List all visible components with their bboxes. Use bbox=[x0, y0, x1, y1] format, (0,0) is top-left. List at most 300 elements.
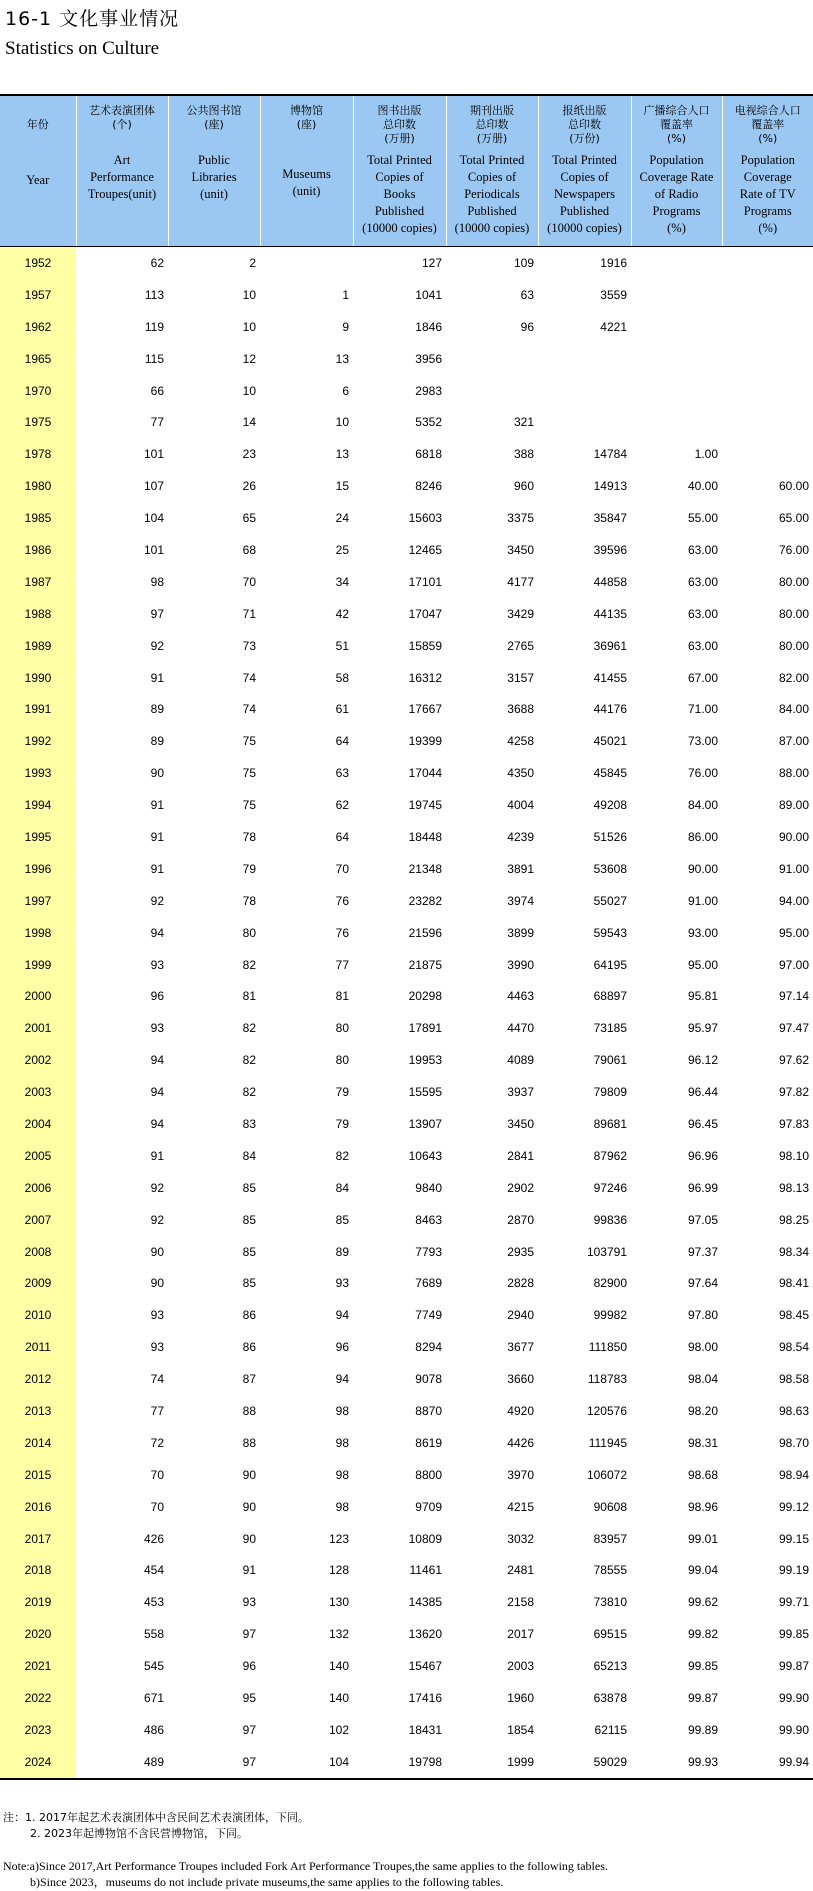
value-cell-museums: 102 bbox=[328, 1722, 349, 1737]
value-cell-periodicals-printed: 4463 bbox=[507, 989, 534, 1004]
value-cell-public-libraries: 78 bbox=[242, 829, 256, 844]
value-cell-tv-coverage: 99.15 bbox=[778, 1531, 809, 1546]
value-cell-art-troupes: 671 bbox=[143, 1691, 164, 1706]
value-cell-periodicals-printed: 4089 bbox=[507, 1053, 534, 1068]
value-cell-art-troupes: 94 bbox=[150, 1053, 164, 1068]
value-cell-tv-coverage: 97.00 bbox=[778, 957, 809, 972]
value-cell-books-printed: 7689 bbox=[415, 1276, 442, 1291]
value-cell-tv-coverage: 82.00 bbox=[778, 670, 809, 685]
value-cell-newspapers-printed: 82900 bbox=[593, 1276, 627, 1291]
value-cell-newspapers-printed: 99982 bbox=[593, 1308, 627, 1323]
value-cell-periodicals-printed: 3032 bbox=[507, 1531, 534, 1546]
value-cell-public-libraries: 85 bbox=[242, 1180, 256, 1195]
value-cell-public-libraries: 85 bbox=[242, 1244, 256, 1259]
table-row bbox=[0, 1555, 813, 1587]
value-cell-art-troupes: 66 bbox=[150, 383, 164, 398]
column-header-en: Total Printed Copies of Newspapers Published (10000 copies) bbox=[547, 153, 622, 235]
value-cell-books-printed: 19399 bbox=[408, 734, 442, 749]
value-cell-newspapers-printed: 63878 bbox=[593, 1691, 627, 1706]
value-cell-books-printed: 21348 bbox=[408, 861, 442, 876]
value-cell-periodicals-printed: 4426 bbox=[507, 1435, 534, 1450]
value-cell-books-printed: 7749 bbox=[415, 1308, 442, 1323]
value-cell-art-troupes: 91 bbox=[150, 798, 164, 813]
value-cell-public-libraries: 83 bbox=[242, 1116, 256, 1131]
value-cell-public-libraries: 2 bbox=[249, 255, 256, 270]
value-cell-radio-coverage: 71.00 bbox=[687, 702, 718, 717]
year-cell: 2009 bbox=[0, 1268, 76, 1300]
value-cell-museums: 80 bbox=[335, 1021, 349, 1036]
value-cell-art-troupes: 90 bbox=[150, 766, 164, 781]
footnote-cn-1: 注：1. 2017年起艺术表演团体中含民间艺术表演团体，下同。 bbox=[3, 1811, 309, 1824]
value-cell-art-troupes: 92 bbox=[150, 1212, 164, 1227]
value-cell-art-troupes: 90 bbox=[150, 1276, 164, 1291]
value-cell-tv-coverage: 98.70 bbox=[778, 1435, 809, 1450]
year-cell: 1989 bbox=[0, 630, 76, 662]
value-cell-tv-coverage: 65.00 bbox=[778, 511, 809, 526]
table-row bbox=[0, 247, 813, 279]
value-cell-art-troupes: 454 bbox=[143, 1563, 164, 1578]
value-cell-books-printed: 1846 bbox=[415, 319, 442, 334]
value-cell-museums: 51 bbox=[335, 638, 349, 653]
value-cell-periodicals-printed: 63 bbox=[520, 287, 534, 302]
value-cell-museums: 64 bbox=[335, 829, 349, 844]
value-cell-periodicals-printed: 3990 bbox=[507, 957, 534, 972]
value-cell-newspapers-printed: 3559 bbox=[600, 287, 627, 302]
value-cell-radio-coverage: 97.37 bbox=[687, 1244, 718, 1259]
value-cell-tv-coverage: 98.94 bbox=[778, 1467, 809, 1482]
value-cell-art-troupes: 558 bbox=[143, 1627, 164, 1642]
value-cell-periodicals-printed: 321 bbox=[513, 415, 534, 430]
value-cell-periodicals-printed: 2902 bbox=[507, 1180, 534, 1195]
column-header-cn: 报纸出版 总印数 (万份) bbox=[562, 104, 607, 145]
table-row bbox=[0, 1012, 813, 1044]
value-cell-books-printed: 1041 bbox=[415, 287, 442, 302]
value-cell-museums: 42 bbox=[335, 606, 349, 621]
value-cell-radio-coverage: 98.00 bbox=[687, 1340, 718, 1355]
table-row bbox=[0, 406, 813, 438]
table-body bbox=[0, 247, 813, 1779]
table-row bbox=[0, 1204, 813, 1236]
value-cell-periodicals-printed: 2017 bbox=[507, 1627, 534, 1642]
value-cell-tv-coverage: 98.54 bbox=[778, 1340, 809, 1355]
value-cell-museums: 13 bbox=[335, 351, 349, 366]
value-cell-public-libraries: 86 bbox=[242, 1308, 256, 1323]
value-cell-newspapers-printed: 59029 bbox=[538, 1746, 631, 1779]
value-cell-periodicals-printed: 4004 bbox=[507, 798, 534, 813]
value-cell-art-troupes: 119 bbox=[144, 319, 164, 334]
value-cell-art-troupes: 104 bbox=[143, 511, 164, 526]
value-cell-public-libraries: 10 bbox=[242, 287, 256, 302]
value-cell-tv-coverage: 98.41 bbox=[778, 1276, 809, 1291]
value-cell-books-printed: 9078 bbox=[415, 1372, 442, 1387]
value-cell-museums: 10 bbox=[335, 415, 349, 430]
value-cell-radio-coverage: 99.01 bbox=[687, 1531, 718, 1546]
value-cell-periodicals-printed: 3899 bbox=[507, 925, 534, 940]
value-cell-books-printed: 2983 bbox=[415, 383, 442, 398]
value-cell-radio-coverage: 93.00 bbox=[687, 925, 718, 940]
value-cell-radio-coverage: 63.00 bbox=[687, 606, 718, 621]
value-cell-public-libraries: 65 bbox=[242, 511, 256, 526]
column-header-radio-coverage bbox=[631, 95, 722, 247]
value-cell-radio-coverage: 99.93 bbox=[631, 1746, 722, 1779]
value-cell-books-printed: 10809 bbox=[408, 1531, 442, 1546]
value-cell-museums: 132 bbox=[328, 1627, 349, 1642]
year-cell: 1980 bbox=[0, 470, 76, 502]
value-cell-books-printed: 9709 bbox=[415, 1499, 442, 1514]
year-cell: 1994 bbox=[0, 789, 76, 821]
value-cell-newspapers-printed: 90608 bbox=[593, 1499, 627, 1514]
year-cell: 1997 bbox=[0, 885, 76, 917]
value-cell-periodicals-printed: 96 bbox=[520, 319, 534, 334]
table-header-row bbox=[0, 95, 813, 247]
value-cell-museums: 85 bbox=[335, 1212, 349, 1227]
table-row bbox=[0, 343, 813, 375]
value-cell-public-libraries: 75 bbox=[242, 798, 256, 813]
value-cell-radio-coverage: 95.97 bbox=[687, 1021, 718, 1036]
value-cell-museums: 70 bbox=[335, 861, 349, 876]
value-cell-museums: 98 bbox=[335, 1435, 349, 1450]
value-cell-museums: 93 bbox=[335, 1276, 349, 1291]
value-cell-radio-coverage: 96.45 bbox=[687, 1116, 718, 1131]
value-cell-art-troupes: 101 bbox=[143, 447, 164, 462]
value-cell-newspapers-printed: 111945 bbox=[588, 1435, 627, 1450]
value-cell-periodicals-printed: 4470 bbox=[507, 1021, 534, 1036]
value-cell-periodicals-printed: 2940 bbox=[507, 1308, 534, 1323]
year-cell: 1987 bbox=[0, 566, 76, 598]
table-row bbox=[0, 1108, 813, 1140]
value-cell-tv-coverage bbox=[722, 311, 813, 343]
value-cell-books-printed: 21875 bbox=[408, 957, 442, 972]
value-cell-periodicals-printed: 1854 bbox=[507, 1722, 534, 1737]
value-cell-periodicals-printed bbox=[446, 343, 538, 375]
value-cell-art-troupes: 426 bbox=[143, 1531, 164, 1546]
year-cell: 1952 bbox=[0, 247, 76, 279]
value-cell-art-troupes: 91 bbox=[150, 1148, 164, 1163]
value-cell-public-libraries: 90 bbox=[242, 1467, 256, 1482]
table-row bbox=[0, 1650, 813, 1682]
year-cell: 2001 bbox=[0, 1012, 76, 1044]
value-cell-art-troupes: 96 bbox=[150, 989, 164, 1004]
value-cell-museums: 98 bbox=[335, 1499, 349, 1514]
value-cell-tv-coverage: 80.00 bbox=[778, 638, 809, 653]
value-cell-radio-coverage: 76.00 bbox=[687, 766, 718, 781]
year-cell: 2005 bbox=[0, 1140, 76, 1172]
table-row bbox=[0, 980, 813, 1012]
footnote-cn-2: 2. 2023年起博物馆不含民营博物馆，下同。 bbox=[30, 1827, 248, 1840]
value-cell-art-troupes: 486 bbox=[143, 1722, 164, 1737]
value-cell-tv-coverage: 84.00 bbox=[778, 702, 809, 717]
value-cell-newspapers-printed: 89681 bbox=[593, 1116, 627, 1131]
value-cell-museums: 140 bbox=[328, 1691, 349, 1706]
value-cell-museums: 58 bbox=[335, 670, 349, 685]
value-cell-museums: 24 bbox=[335, 511, 349, 526]
value-cell-radio-coverage: 84.00 bbox=[687, 798, 718, 813]
value-cell-public-libraries: 70 bbox=[242, 574, 256, 589]
year-cell: 2007 bbox=[0, 1204, 76, 1236]
value-cell-books-printed: 20298 bbox=[408, 989, 442, 1004]
value-cell-radio-coverage: 73.00 bbox=[687, 734, 718, 749]
value-cell-tv-coverage: 88.00 bbox=[778, 766, 809, 781]
year-cell: 1957 bbox=[0, 279, 76, 311]
table-row bbox=[0, 1299, 813, 1331]
value-cell-newspapers-printed: 39596 bbox=[593, 542, 627, 557]
table-row bbox=[0, 470, 813, 502]
value-cell-tv-coverage: 97.14 bbox=[778, 989, 809, 1004]
value-cell-museums: 61 bbox=[335, 702, 349, 717]
value-cell-tv-coverage: 97.82 bbox=[778, 1085, 809, 1100]
value-cell-art-troupes: 94 bbox=[150, 1116, 164, 1131]
table-row bbox=[0, 693, 813, 725]
value-cell-books-printed: 17101 bbox=[408, 574, 442, 589]
value-cell-radio-coverage: 40.00 bbox=[687, 479, 718, 494]
value-cell-radio-coverage: 98.31 bbox=[687, 1435, 718, 1450]
value-cell-tv-coverage: 90.00 bbox=[778, 829, 809, 844]
value-cell-periodicals-printed: 2870 bbox=[507, 1212, 534, 1227]
year-cell: 1999 bbox=[0, 949, 76, 981]
year-cell: 2004 bbox=[0, 1108, 76, 1140]
value-cell-museums bbox=[260, 247, 353, 279]
value-cell-periodicals-printed bbox=[446, 375, 538, 407]
value-cell-newspapers-printed: 44176 bbox=[593, 702, 627, 717]
value-cell-periodicals-printed: 3891 bbox=[507, 861, 534, 876]
value-cell-books-printed: 18431 bbox=[408, 1722, 442, 1737]
value-cell-newspapers-printed: 14784 bbox=[593, 447, 627, 462]
value-cell-tv-coverage bbox=[722, 343, 813, 375]
value-cell-art-troupes: 89 bbox=[150, 734, 164, 749]
value-cell-radio-coverage: 99.89 bbox=[687, 1722, 718, 1737]
year-cell: 2018 bbox=[0, 1555, 76, 1587]
value-cell-museums: 6 bbox=[342, 383, 349, 398]
value-cell-periodicals-printed: 960 bbox=[513, 479, 534, 494]
value-cell-newspapers-printed: 120576 bbox=[586, 1404, 627, 1418]
value-cell-books-printed: 8246 bbox=[415, 479, 442, 494]
value-cell-art-troupes: 92 bbox=[150, 638, 164, 653]
value-cell-art-troupes: 91 bbox=[150, 861, 164, 876]
value-cell-periodicals-printed: 2481 bbox=[507, 1563, 534, 1578]
value-cell-public-libraries: 84 bbox=[242, 1148, 256, 1163]
value-cell-tv-coverage: 98.10 bbox=[778, 1148, 809, 1163]
value-cell-public-libraries: 85 bbox=[242, 1276, 256, 1291]
value-cell-newspapers-printed: 59543 bbox=[593, 925, 627, 940]
value-cell-museums: 130 bbox=[328, 1595, 349, 1610]
year-cell: 1986 bbox=[0, 534, 76, 566]
value-cell-tv-coverage: 60.00 bbox=[778, 479, 809, 494]
table-row bbox=[0, 1331, 813, 1363]
value-cell-public-libraries: 26 bbox=[242, 479, 256, 494]
value-cell-public-libraries: 82 bbox=[242, 1053, 256, 1068]
value-cell-radio-coverage bbox=[631, 343, 722, 375]
value-cell-tv-coverage: 97.83 bbox=[778, 1116, 809, 1131]
value-cell-tv-coverage: 80.00 bbox=[778, 606, 809, 621]
year-cell: 1993 bbox=[0, 757, 76, 789]
value-cell-radio-coverage: 96.99 bbox=[687, 1180, 718, 1195]
value-cell-public-libraries: 82 bbox=[242, 957, 256, 972]
value-cell-tv-coverage: 97.47 bbox=[778, 1021, 809, 1036]
value-cell-public-libraries: 85 bbox=[242, 1212, 256, 1227]
year-cell: 2023 bbox=[0, 1714, 76, 1746]
value-cell-newspapers-printed: 1916 bbox=[600, 255, 627, 270]
value-cell-tv-coverage: 98.63 bbox=[778, 1404, 809, 1418]
value-cell-museums: 25 bbox=[335, 542, 349, 557]
value-cell-periodicals-printed: 388 bbox=[513, 447, 534, 462]
table-row bbox=[0, 279, 813, 311]
table-row bbox=[0, 311, 813, 343]
value-cell-art-troupes: 89 bbox=[150, 702, 164, 717]
value-cell-newspapers-printed: 14913 bbox=[593, 479, 627, 494]
year-cell: 1965 bbox=[0, 343, 76, 375]
value-cell-public-libraries: 82 bbox=[242, 1021, 256, 1036]
value-cell-newspapers-printed: 49208 bbox=[593, 798, 627, 813]
value-cell-radio-coverage: 98.20 bbox=[687, 1404, 718, 1418]
value-cell-public-libraries: 82 bbox=[242, 1085, 256, 1100]
year-cell: 2021 bbox=[0, 1650, 76, 1682]
value-cell-tv-coverage: 76.00 bbox=[778, 542, 809, 557]
value-cell-museums: 34 bbox=[335, 574, 349, 589]
value-cell-books-printed: 17416 bbox=[408, 1691, 442, 1706]
value-cell-newspapers-printed: 69515 bbox=[593, 1627, 627, 1642]
table-row bbox=[0, 1714, 813, 1746]
column-header-year bbox=[0, 95, 76, 247]
table-row bbox=[0, 534, 813, 566]
column-header-en: Art Performance Troupes(unit) bbox=[87, 153, 157, 201]
value-cell-public-libraries: 71 bbox=[242, 606, 256, 621]
value-cell-newspapers-printed bbox=[538, 406, 631, 438]
value-cell-radio-coverage: 98.96 bbox=[687, 1499, 718, 1514]
table-row bbox=[0, 949, 813, 981]
value-cell-public-libraries: 90 bbox=[242, 1531, 256, 1546]
value-cell-public-libraries: 91 bbox=[242, 1563, 256, 1578]
value-cell-periodicals-printed: 3677 bbox=[507, 1340, 534, 1355]
value-cell-newspapers-printed: 99836 bbox=[593, 1212, 627, 1227]
value-cell-radio-coverage bbox=[631, 279, 722, 311]
value-cell-public-libraries: 87 bbox=[242, 1372, 256, 1387]
value-cell-radio-coverage: 95.00 bbox=[687, 957, 718, 972]
value-cell-museums: 79 bbox=[335, 1116, 349, 1131]
value-cell-periodicals-printed: 2828 bbox=[507, 1276, 534, 1291]
table-row bbox=[0, 1682, 813, 1714]
value-cell-periodicals-printed: 4258 bbox=[507, 734, 534, 749]
value-cell-books-printed: 8800 bbox=[415, 1467, 442, 1482]
value-cell-museums: 94 bbox=[335, 1308, 349, 1323]
value-cell-museums: 64 bbox=[335, 734, 349, 749]
column-header-cn: 博物馆 (座) bbox=[290, 104, 323, 131]
value-cell-periodicals-printed: 2003 bbox=[507, 1659, 534, 1674]
value-cell-books-printed: 21596 bbox=[408, 925, 442, 940]
value-cell-art-troupes: 70 bbox=[150, 1499, 164, 1514]
value-cell-public-libraries: 10 bbox=[242, 319, 256, 334]
value-cell-periodicals-printed: 2841 bbox=[507, 1148, 534, 1163]
value-cell-periodicals-printed: 2765 bbox=[507, 638, 534, 653]
value-cell-newspapers-printed: 62115 bbox=[594, 1722, 627, 1737]
value-cell-public-libraries: 97 bbox=[242, 1627, 256, 1642]
value-cell-newspapers-printed: 68897 bbox=[593, 989, 627, 1004]
value-cell-art-troupes: 97 bbox=[150, 606, 164, 621]
value-cell-tv-coverage bbox=[722, 279, 813, 311]
value-cell-newspapers-printed: 83957 bbox=[593, 1531, 627, 1546]
value-cell-tv-coverage bbox=[722, 375, 813, 407]
column-header-books-printed bbox=[353, 95, 446, 247]
value-cell-tv-coverage: 91.00 bbox=[778, 861, 809, 876]
footnote-en-b: b)Since 2023，museums do not include private museums,the same applies to the following tables. bbox=[30, 1875, 504, 1889]
table-row bbox=[0, 662, 813, 694]
year-cell: 2003 bbox=[0, 1076, 76, 1108]
value-cell-radio-coverage: 96.96 bbox=[687, 1148, 718, 1163]
value-cell-books-printed: 17891 bbox=[408, 1021, 442, 1036]
value-cell-art-troupes: 93 bbox=[150, 1021, 164, 1036]
value-cell-public-libraries: 96 bbox=[242, 1659, 256, 1674]
value-cell-tv-coverage: 98.34 bbox=[778, 1244, 809, 1259]
value-cell-radio-coverage: 98.04 bbox=[687, 1372, 718, 1387]
value-cell-books-printed: 8870 bbox=[415, 1404, 442, 1418]
value-cell-museums: 140 bbox=[328, 1659, 349, 1674]
table-row bbox=[0, 1076, 813, 1108]
value-cell-tv-coverage bbox=[722, 247, 813, 279]
value-cell-newspapers-printed: 78555 bbox=[593, 1563, 627, 1578]
value-cell-tv-coverage: 98.45 bbox=[778, 1308, 809, 1323]
column-header-public-libraries bbox=[168, 95, 260, 247]
value-cell-museums: 128 bbox=[328, 1563, 349, 1578]
value-cell-tv-coverage bbox=[722, 406, 813, 438]
value-cell-books-printed: 17047 bbox=[408, 606, 442, 621]
value-cell-museums: 89 bbox=[335, 1244, 349, 1259]
value-cell-radio-coverage: 91.00 bbox=[687, 893, 718, 908]
value-cell-public-libraries: 81 bbox=[242, 989, 256, 1004]
year-cell: 2002 bbox=[0, 1044, 76, 1076]
value-cell-newspapers-printed: 45021 bbox=[593, 734, 627, 749]
value-cell-periodicals-printed: 4177 bbox=[507, 574, 534, 589]
value-cell-public-libraries: 86 bbox=[242, 1340, 256, 1355]
year-cell: 1991 bbox=[0, 693, 76, 725]
year-cell: 1992 bbox=[0, 725, 76, 757]
value-cell-art-troupes: 92 bbox=[150, 1180, 164, 1195]
value-cell-books-printed: 8463 bbox=[415, 1212, 442, 1227]
value-cell-books-printed: 6818 bbox=[415, 447, 442, 462]
value-cell-books-printed: 13907 bbox=[408, 1116, 442, 1131]
table-row bbox=[0, 757, 813, 789]
page-title-cn: 16-1 文化事业情况 bbox=[5, 8, 180, 30]
value-cell-public-libraries: 14 bbox=[242, 415, 256, 430]
value-cell-tv-coverage: 99.19 bbox=[778, 1563, 809, 1578]
table-row bbox=[0, 1268, 813, 1300]
value-cell-books-printed: 18448 bbox=[408, 829, 442, 844]
value-cell-public-libraries: 97 bbox=[168, 1746, 260, 1779]
value-cell-tv-coverage: 98.25 bbox=[778, 1212, 809, 1227]
table-row bbox=[0, 630, 813, 662]
value-cell-periodicals-printed: 3429 bbox=[507, 606, 534, 621]
value-cell-radio-coverage bbox=[631, 375, 722, 407]
value-cell-books-printed: 8619 bbox=[415, 1435, 442, 1450]
value-cell-art-troupes: 98 bbox=[150, 574, 164, 589]
value-cell-newspapers-printed: 41455 bbox=[593, 670, 627, 685]
value-cell-museums: 76 bbox=[335, 925, 349, 940]
footnote-en-a: Note:a)Since 2017,Art Performance Troupes included Fork Art Performance Troupes,the same applies to the following tables. bbox=[3, 1859, 608, 1873]
value-cell-newspapers-printed: 53608 bbox=[593, 861, 627, 876]
year-cell: 1988 bbox=[0, 598, 76, 630]
year-cell: 1996 bbox=[0, 853, 76, 885]
value-cell-tv-coverage: 99.71 bbox=[778, 1595, 809, 1610]
year-cell: 2008 bbox=[0, 1236, 76, 1268]
value-cell-radio-coverage: 98.68 bbox=[687, 1467, 718, 1482]
column-header-periodicals-printed bbox=[446, 95, 538, 247]
value-cell-books-printed: 13620 bbox=[408, 1627, 442, 1642]
value-cell-museums: 9 bbox=[342, 319, 349, 334]
value-cell-books-printed: 10643 bbox=[408, 1148, 442, 1163]
value-cell-periodicals-printed: 3450 bbox=[507, 1116, 534, 1131]
footnotes bbox=[3, 1810, 608, 1890]
year-cell: 1962 bbox=[0, 311, 76, 343]
value-cell-tv-coverage: 95.00 bbox=[778, 925, 809, 940]
table-row bbox=[0, 438, 813, 470]
